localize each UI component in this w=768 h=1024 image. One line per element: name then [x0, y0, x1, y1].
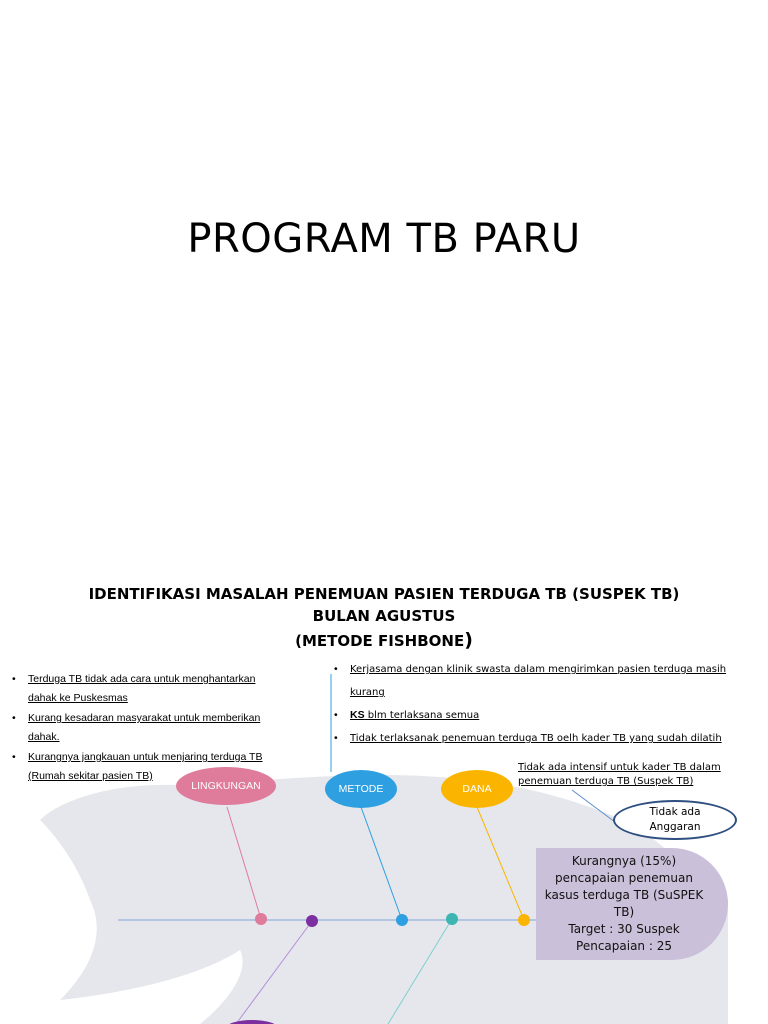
list-item: • Kerjasama dengan klinik swasta dalam mengirimkan pasien terduga masih kurang: [330, 658, 760, 704]
dana-dot: [518, 914, 530, 926]
problem-achievement: Pencapaian : 25: [576, 939, 672, 953]
dana-category: DANA: [441, 770, 513, 808]
list-item: • KS blm terlaksana semua: [330, 704, 760, 727]
problem-statement: Kurangnya (15%) pencapaian penemuan kasus terduga TB (SuSPEK TB): [544, 854, 704, 919]
fish-head-problem: [536, 848, 728, 960]
problem-target: Target : 30 Suspek: [568, 922, 680, 936]
lingkungan-dot: [255, 913, 267, 925]
list-item: • Terduga TB tidak ada cara untuk menghantarkan dahak ke Puskesmas: [8, 670, 268, 708]
fishbone-slide: [0, 570, 768, 1024]
lingkungan-category: LINGKUNGAN: [176, 767, 276, 805]
slide-heading-line1: IDENTIFIKASI MASALAH PENEMUAN PASIEN TERDUGA TB (SUSPEK TB): [88, 585, 680, 603]
list-item: • Tidak terlaksanak penemuan terduga TB oelh kader TB yang sudah dilatih: [330, 727, 760, 750]
slide-heading-line3: [0, 630, 768, 652]
metode-dot: [396, 914, 408, 926]
slide-heading-line2: BULAN AGUSTUS: [312, 607, 456, 625]
slide-title: PROGRAM TB PARU: [187, 216, 581, 262]
heading-method: (METODE FISHBONE: [295, 632, 465, 650]
metode-causes-list: [330, 658, 760, 750]
dana-cause-note: Tidak ada intensif untuk kader TB dalam penemuan terduga TB (Suspek TB): [518, 762, 721, 787]
purple-dot: [306, 915, 318, 927]
heading-paren: ): [464, 629, 473, 651]
anggaran-cause-oval: Tidak ada Anggaran: [613, 800, 737, 840]
list-item: • Kurang kesadaran masyarakat untuk memberikan dahak.: [8, 709, 268, 747]
list-item: • Kurangnya jangkauan untuk menjaring terduga TB (Rumah sekitar pasien TB): [8, 748, 268, 786]
metode-category: METODE: [325, 770, 397, 808]
teal-dot: [446, 913, 458, 925]
